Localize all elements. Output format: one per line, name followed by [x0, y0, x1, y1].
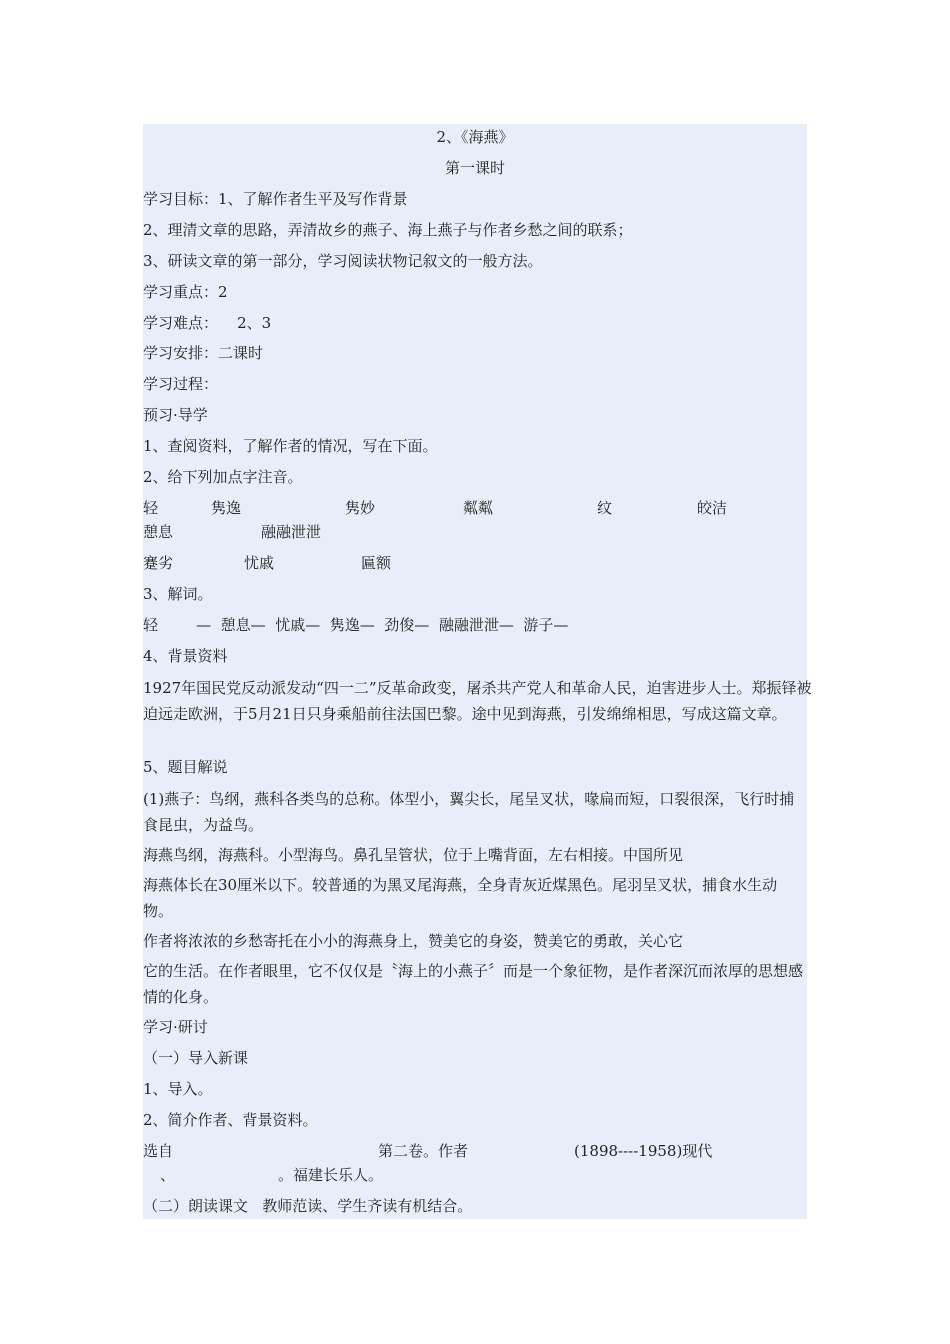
- item-4: 4、背景资料: [143, 647, 228, 665]
- step-2: 2、简介作者、背景资料。: [143, 1111, 318, 1129]
- pinyin-word: 皎洁: [697, 499, 728, 517]
- pinyin-word: 蹇劣: [143, 554, 174, 572]
- petrel-line-2: 海燕体长在30厘米以下。较普通的为黑叉尾海燕，全身青灰近煤黑色。尾羽呈叉状，捕食水生动物。: [143, 876, 778, 920]
- process-heading: 学习过程：: [143, 375, 219, 393]
- fill-text: 、: [160, 1166, 176, 1184]
- author-line-2: 它的生活。在作者眼里，它不仅仅是〝海上的小燕子〞而是一个象征物，是作者深沉而浓厚的思想感情的化身。: [143, 962, 804, 1006]
- lesson-subtitle: 第一课时: [444, 159, 505, 177]
- difficulty: 学习难点： 2、3: [143, 314, 272, 332]
- item-3: 3、解词。: [143, 585, 213, 603]
- pinyin-word: 隽妙: [345, 499, 376, 517]
- pinyin-word: 憩息: [143, 523, 174, 541]
- background-text: 1927年国民党反动派发动“四一二”反革命政变，屠杀共产党人和革命人民，迫害进步人士。郑振铎被迫远走欧洲，于5月21日只身乘船前往法国巴黎。途中见到海燕，引发绵绵相思，写成这篇文章。: [143, 679, 812, 723]
- objective-line-3: 3、研读文章的第一部分，学习阅读状物记叙文的一般方法。: [143, 252, 543, 270]
- arrangement: 学习安排：二课时: [143, 344, 264, 362]
- item-2: 2、给下列加点字注音。: [143, 468, 303, 486]
- pinyin-word: 纹: [597, 499, 613, 517]
- part-2-heading: （二）朗读课文 教师范读、学生齐读有机结合。: [143, 1197, 473, 1215]
- fill-text: 。福建长乐人。: [278, 1166, 384, 1184]
- preview-heading: 预习·导学: [143, 406, 208, 424]
- pinyin-word: 粼粼: [463, 499, 494, 517]
- pinyin-word: 匾额: [361, 554, 392, 572]
- swallow-description: (1)燕子：鸟纲，燕科各类鸟的总称。体型小，翼尖长，尾呈叉状，喙扁而短，口裂很深，飞行时捕食昆虫，为益鸟。: [143, 790, 795, 834]
- fill-text: (1898----1958)现代: [574, 1142, 713, 1160]
- fill-text: 选自: [143, 1142, 174, 1160]
- key-point: 学习重点：2: [143, 283, 228, 301]
- fill-text: 第二卷。作者: [378, 1142, 469, 1160]
- word-list: 轻 — 憩息— 忧戚— 隽逸— 劲俊— 融融泄泄— 游子—: [143, 616, 569, 634]
- author-line-1: 作者将浓浓的乡愁寄托在小小的海燕身上，赞美它的身姿，赞美它的勇敢，关心它: [143, 932, 684, 950]
- page-title: 2、《海燕》: [436, 128, 514, 146]
- objective-line-1: 学习目标：1、了解作者生平及写作背景: [143, 190, 408, 208]
- pinyin-word: 忧戚: [244, 554, 275, 572]
- item-1: 1、查阅资料，了解作者的情况，写在下面。: [143, 437, 438, 455]
- petrel-line-1: 海燕鸟纲，海燕科。小型海鸟。鼻孔呈管状，位于上嘴背面，左右相接。中国所见: [143, 846, 684, 864]
- pinyin-word: 融融泄泄: [261, 523, 322, 541]
- pinyin-word: 轻: [143, 499, 159, 517]
- pinyin-word: 隽逸: [211, 499, 242, 517]
- step-1: 1、导入。: [143, 1080, 213, 1098]
- objective-line-2: 2、理清文章的思路，弄清故乡的燕子、海上燕子与作者乡愁之间的联系；: [143, 221, 633, 239]
- part-1-heading: （一）导入新课: [143, 1049, 249, 1067]
- study-heading: 学习·研讨: [143, 1018, 208, 1036]
- item-5: 5、题目解说: [143, 758, 228, 776]
